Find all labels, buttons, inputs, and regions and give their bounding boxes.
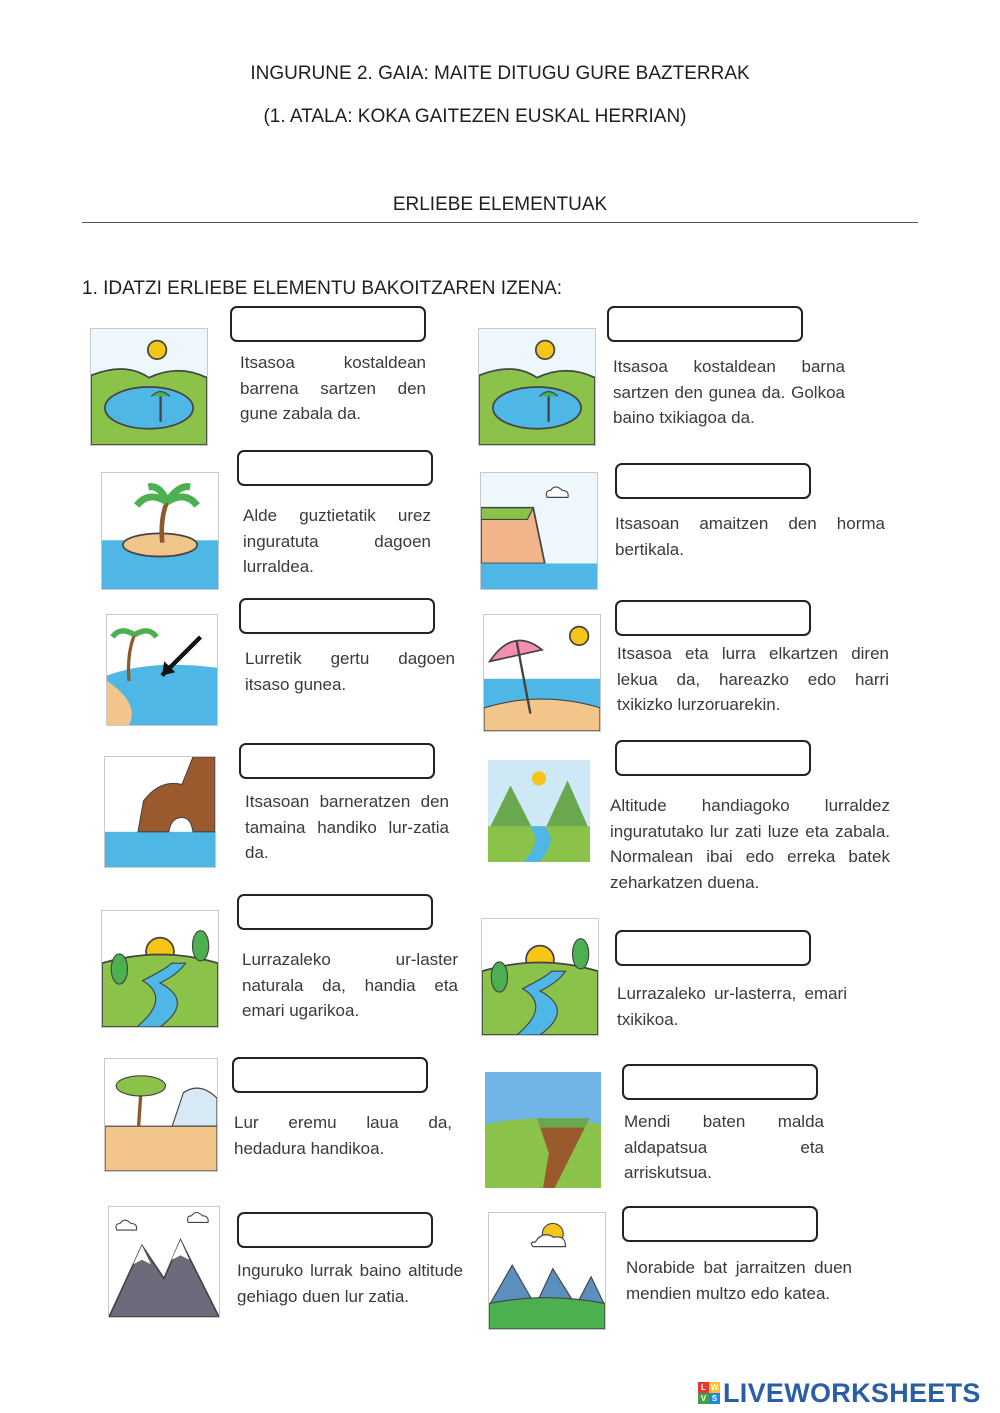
description-8: Altitude handiagoko lurraldez inguratutako lur zati luze eta zabala. Normalean ibai edo erreka batek zeharkatzen duena. [610, 796, 890, 892]
answer-input-10[interactable] [615, 930, 811, 966]
liveworksheets-logo[interactable] [698, 1376, 981, 1410]
description-10: Lurrazaleko ur-lasterra, emari txikikoa. [617, 984, 847, 1029]
answer-input-2[interactable] [607, 306, 803, 342]
worksheet-subtitle: (1. ATALA: KOKA GAITEZEN EUSKAL HERRIAN) [263, 106, 687, 127]
answer-input-5[interactable] [239, 598, 435, 634]
slope-icon [485, 1072, 601, 1188]
description-2: Itsasoa kostaldean barna sartzen den gunea da. Golkoa baino txikiagoa da. [613, 357, 845, 427]
answer-input-13[interactable] [237, 1212, 433, 1248]
bay-icon [478, 328, 596, 446]
description-12: Mendi baten malda aldapatsua eta arriskutsua. [624, 1112, 824, 1182]
section-title: ERLIEBE ELEMENTUAK [392, 194, 608, 215]
valley-icon [478, 760, 600, 862]
description-4: Itsasoan amaitzen den horma bertikala. [615, 514, 885, 559]
answer-input-7[interactable] [239, 743, 435, 779]
cape-icon [104, 756, 216, 868]
answer-input-4[interactable] [615, 463, 811, 499]
plain-icon [104, 1058, 218, 1172]
answer-input-8[interactable] [615, 740, 811, 776]
description-11: Lur eremu laua da, hedadura handikoa. [234, 1113, 452, 1158]
question-1: 1. IDATZI ERLIEBE ELEMENTU BAKOITZAREN IZENA: [82, 278, 563, 299]
answer-input-14[interactable] [622, 1206, 818, 1242]
description-3: Alde guztietatik urez inguratuta dagoen lurraldea. [243, 506, 431, 576]
stream-icon [481, 918, 599, 1036]
description-9: Lurrazaleko ur-laster naturala da, handia eta emari ugarikoa. [242, 950, 458, 1020]
worksheet-title: INGURUNE 2. GAIA: MAITE DITUGU GURE BAZTERRAK [250, 63, 750, 84]
logo-mark-icon: L W V S [698, 1382, 720, 1404]
brand-name: LIVEWORKSHEETS [723, 1377, 981, 1408]
mountain-range-icon [488, 1212, 606, 1330]
beach-icon [483, 614, 601, 732]
cliff-icon [480, 472, 598, 590]
answer-input-9[interactable] [237, 894, 433, 930]
mountain-icon [108, 1206, 220, 1318]
description-1: Itsasoa kostaldean barrena sartzen den gune zabala da. [240, 353, 426, 423]
description-7: Itsasoan barneratzen den tamaina handiko lur-zatia da. [245, 792, 449, 862]
description-5: Lurretik gertu dagoen itsaso gunea. [245, 649, 455, 694]
answer-input-11[interactable] [232, 1057, 428, 1093]
description-6: Itsasoa eta lurra elkartzen diren lekua da, hareazko edo harri txikizko lurzoruarekin. [617, 644, 889, 714]
river-icon [101, 910, 219, 1028]
island-icon [101, 472, 219, 590]
coastal-sea-icon [106, 614, 218, 726]
answer-input-1[interactable] [230, 306, 426, 342]
answer-input-6[interactable] [615, 600, 811, 636]
answer-input-3[interactable] [237, 450, 433, 486]
description-13: Inguruko lurrak baino altitude gehiago duen lur zatia. [237, 1261, 463, 1306]
gulf-icon [90, 328, 208, 446]
answer-input-12[interactable] [622, 1064, 818, 1100]
description-14: Norabide bat jarraitzen duen mendien multzo edo katea. [626, 1258, 852, 1303]
divider [82, 222, 918, 223]
